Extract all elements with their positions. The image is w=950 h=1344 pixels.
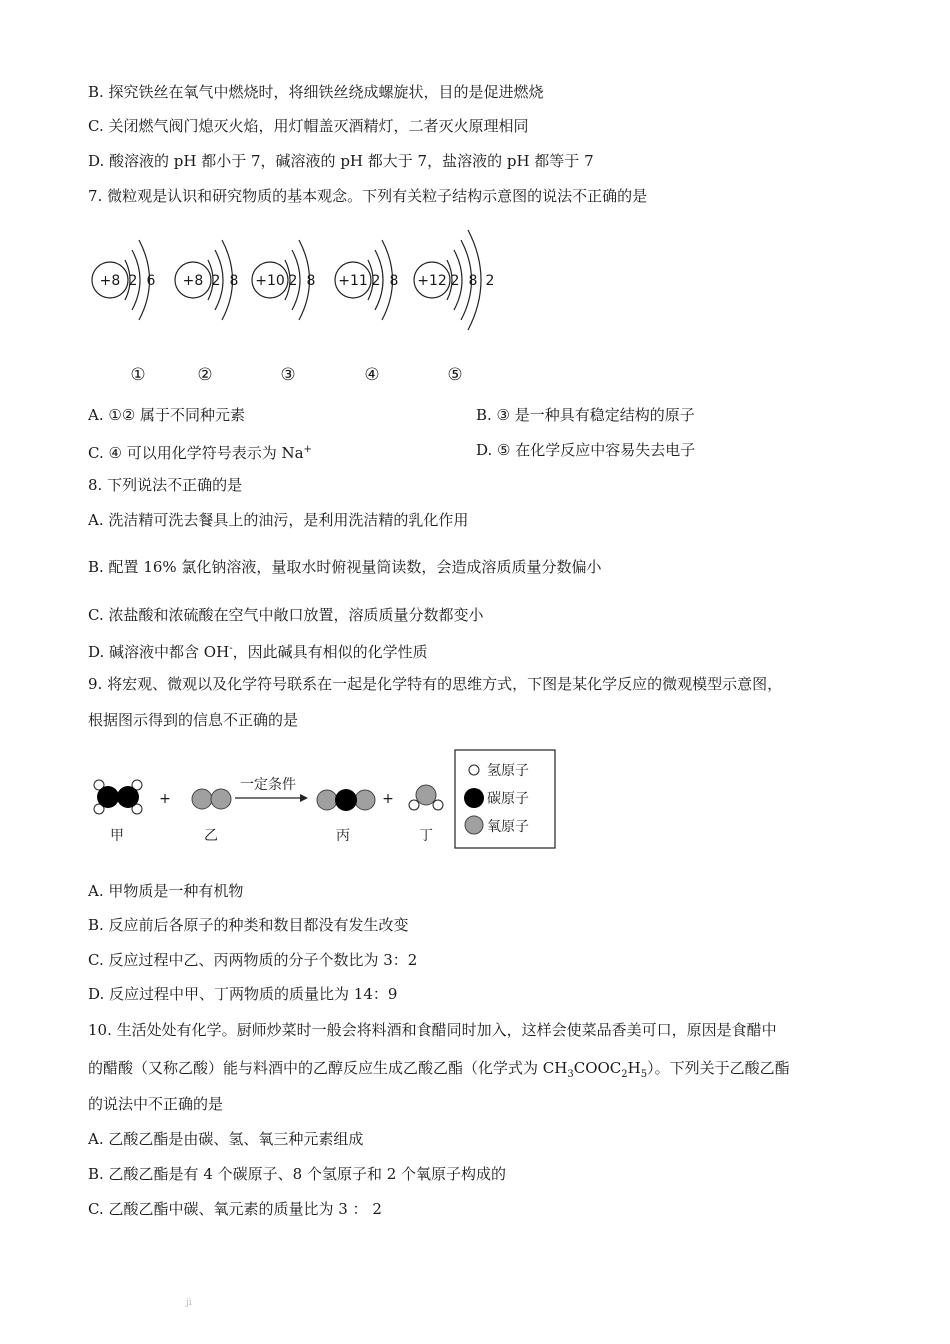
atomic-structure-diagrams bbox=[80, 222, 520, 388]
diagram-label-2: ② bbox=[197, 365, 213, 385]
label-bing: 丙 bbox=[336, 828, 350, 844]
diagram-label-4: ④ bbox=[364, 365, 380, 385]
label-ding: 丁 bbox=[419, 828, 433, 844]
q9-option-a: A. 甲物质是一种有机物 bbox=[88, 882, 244, 900]
diagram-label-1: ① bbox=[130, 365, 146, 385]
nucleus-charge-1: +8 bbox=[99, 273, 121, 289]
electrons-2-2: 8 bbox=[229, 273, 239, 289]
electrons-3-2: 8 bbox=[306, 273, 316, 289]
q10-stem-line1: 10. 生活处处有化学。厨师炒菜时一般会将料酒和食醋同时加入，这样会使菜品香美可口，原因是食醋中 bbox=[88, 1021, 777, 1039]
condition-label: 一定条件 bbox=[240, 777, 296, 793]
q7-option-b: B. ③ 是一种具有稳定结构的原子 bbox=[476, 406, 695, 424]
watermark: jì bbox=[186, 1298, 192, 1308]
electrons-4-2: 8 bbox=[389, 273, 399, 289]
legend-o-icon bbox=[465, 816, 483, 834]
molecule-yi bbox=[192, 789, 231, 809]
q9-stem-line1: 9. 将宏观、微观以及化学符号联系在一起是化学特有的思维方式，下图是某化学反应的微观模型示意图， bbox=[88, 675, 783, 693]
legend-o: 氧原子 bbox=[487, 819, 529, 835]
q7-option-a: A. ①② 属于不同种元素 bbox=[88, 406, 246, 424]
nucleus-charge-5: +12 bbox=[417, 273, 447, 289]
electrons-5-2: 8 bbox=[468, 273, 478, 289]
electrons-2-1: 2 bbox=[211, 273, 221, 289]
electrons-4-1: 2 bbox=[371, 273, 381, 289]
q9-option-c: C. 反应过程中乙、丙两物质的分子个数比为 3：2 bbox=[88, 951, 418, 969]
plus-1: + bbox=[159, 791, 171, 807]
legend-h-icon bbox=[469, 765, 479, 775]
q9-option-b: B. 反应前后各原子的种类和数目都没有发生改变 bbox=[88, 916, 409, 934]
plus-2: + bbox=[382, 791, 394, 807]
electrons-5-1: 2 bbox=[450, 273, 460, 289]
q7-option-c: C. ④ 可以用化学符号表示为 Na+ bbox=[88, 444, 312, 462]
q6-option-d: D. 酸溶液的 pH 都小于 7，碱溶液的 pH 都大于 7，盐溶液的 pH 都等于 7 bbox=[88, 152, 594, 170]
q7-option-d: D. ⑤ 在化学反应中容易失去电子 bbox=[476, 441, 696, 459]
legend-c-icon bbox=[464, 788, 484, 808]
q8-stem: 8. 下列说法不正确的是 bbox=[88, 476, 243, 494]
diagram-label-5: ⑤ bbox=[447, 365, 463, 385]
molecule-bing bbox=[317, 789, 375, 811]
electrons-5-3: 2 bbox=[485, 273, 495, 289]
q9-stem-line2: 根据图示得到的信息不正确的是 bbox=[88, 711, 299, 729]
nucleus-charge-3: +10 bbox=[255, 273, 285, 289]
reaction-model-diagram bbox=[85, 745, 565, 855]
diagram-label-3: ③ bbox=[280, 365, 296, 385]
q8-option-c: C. 浓盐酸和浓硫酸在空气中敞口放置，溶质质量分数都变小 bbox=[88, 606, 484, 624]
nucleus-charge-4: +11 bbox=[338, 273, 368, 289]
q7-stem: 7. 微粒观是认识和研究物质的基本观念。下列有关粒子结构示意图的说法不正确的是 bbox=[88, 187, 648, 205]
label-yi: 乙 bbox=[204, 828, 218, 844]
q10-option-a: A. 乙酸乙酯是由碳、氢、氧三种元素组成 bbox=[88, 1130, 364, 1148]
electrons-1-1: 2 bbox=[128, 273, 138, 289]
legend-c: 碳原子 bbox=[487, 791, 529, 807]
q9-option-d: D. 反应过程中甲、丁两物质的质量比为 14：9 bbox=[88, 985, 398, 1003]
q10-option-c: C. 乙酸乙酯中碳、氧元素的质量比为 3 ： 2 bbox=[88, 1200, 382, 1218]
q8-option-b: B. 配置 16% 氯化钠溶液，量取水时俯视量筒读数，会造成溶质质量分数偏小 bbox=[88, 558, 602, 576]
legend-h: 氢原子 bbox=[487, 763, 529, 779]
nucleus-charge-2: +8 bbox=[182, 273, 204, 289]
electrons-1-2: 6 bbox=[146, 273, 156, 289]
electrons-3-1: 2 bbox=[288, 273, 298, 289]
label-jia: 甲 bbox=[110, 828, 124, 844]
q6-option-b: B. 探究铁丝在氧气中燃烧时，将细铁丝绕成螺旋状，目的是促进燃烧 bbox=[88, 83, 544, 101]
q8-option-d: D. 碱溶液中都含 OH-，因此碱具有相似的化学性质 bbox=[88, 643, 428, 661]
molecule-jia bbox=[94, 780, 142, 814]
q10-option-b: B. 乙酸乙酯是有 4 个碳原子、8 个氢原子和 2 个氧原子构成的 bbox=[88, 1165, 507, 1183]
molecule-ding bbox=[409, 785, 443, 810]
q10-stem-line3: 的说法中不正确的是 bbox=[88, 1095, 224, 1113]
q6-option-c: C. 关闭燃气阀门熄灭火焰，用灯帽盖灭酒精灯，二者灭火原理相同 bbox=[88, 117, 529, 135]
q8-option-a: A. 洗洁精可洗去餐具上的油污，是利用洗洁精的乳化作用 bbox=[88, 511, 469, 529]
q10-stem-line2: 的醋酸（又称乙酸）能与料酒中的乙醇反应生成乙酸乙酯（化学式为 $CH_3COOC_2H_5$）。下列关于乙酸乙酯 bbox=[88, 1059, 790, 1080]
